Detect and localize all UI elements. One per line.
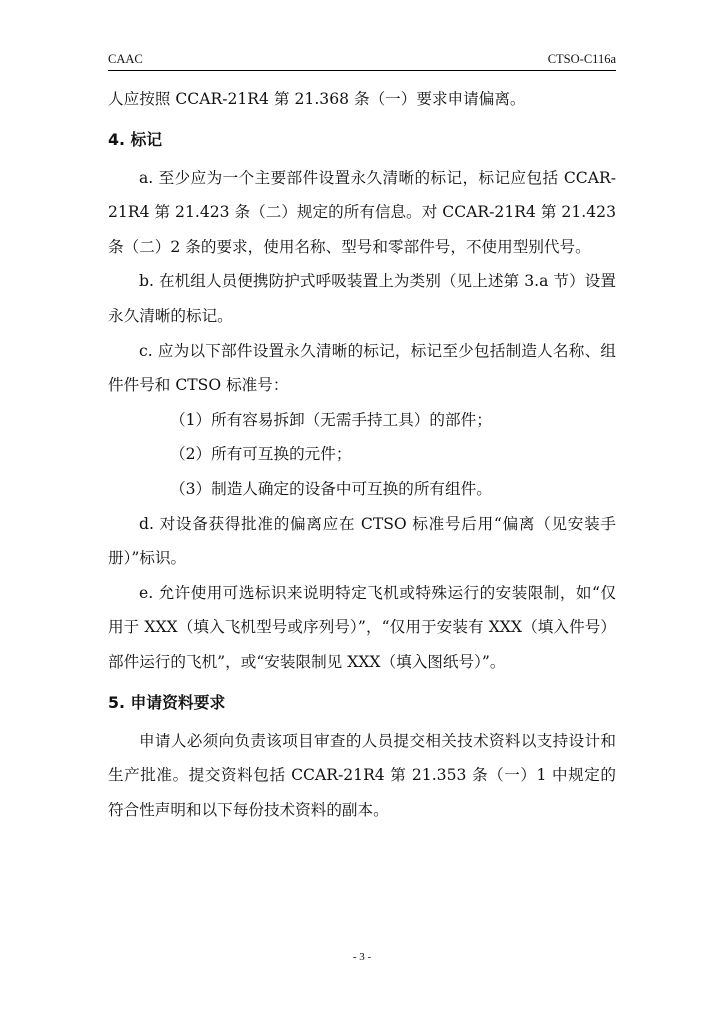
paragraph-4d: d. 对设备获得批准的偏离应在 CTSO 标准号后用“偏离（见安装手册）”标识。 — [108, 514, 616, 568]
paragraph-4c: c. 应为以下部件设置永久清晰的标记，标记至少包括制造人名称、组件件号和 CTSO 标准号： — [108, 341, 616, 395]
section-5-heading: 5. 申请资料要求 — [108, 692, 226, 712]
paragraph-5: 申请人必须向负责该项目审查的人员提交相关技术资料以支持设计和生产批准。提交资料包括 CCAR-21R4 第 21.353 条（一）1 中规定的符合性声明和以下每份技术资料的副本。 — [108, 731, 616, 819]
paragraph-4a: a. 至少应为一个主要部件设置永久清晰的标记，标记应包括 CCAR-21R4 第 21.423 条（二）规定的所有信息。对 CCAR-21R4 第 21.423 条（二）2 条的要求，使用名称、型号和零部件号，不使用型别代号。 — [108, 168, 616, 256]
header-org: CAAC — [108, 52, 143, 66]
list-item-c2: （2）所有可互换的元件； — [170, 445, 352, 464]
list-item-c1: （1）所有容易拆卸（无需手持工具）的部件； — [170, 410, 492, 429]
page-header — [108, 50, 616, 71]
paragraph-4b: b. 在机组人员便携防护式呼吸装置上为类别（见上述第 3.a 节）设置永久清晰的标记。 — [108, 272, 616, 325]
list-item-c3: （3）制造人确定的设备中可互换的所有组件。 — [170, 479, 492, 498]
page-number: - 3 - — [352, 951, 372, 963]
header-doc-id: CTSO-C116a — [547, 52, 616, 66]
paragraph-continuation: 人应按照 CCAR-21R4 第 21.368 条（一）要求申请偏离。 — [108, 90, 526, 108]
paragraph-4e: e. 允许使用可选标识来说明特定飞机或特殊运行的安装限制，如“仅用于 XXX（填入飞机型号或序列号）”，“仅用于安装有 XXX（填入件号）部件运行的飞机”，或“安装限制见 XXX（填入图纸号）”。 — [108, 583, 616, 671]
section-4-heading: 4. 标记 — [108, 129, 163, 149]
document-body — [108, 82, 616, 827]
